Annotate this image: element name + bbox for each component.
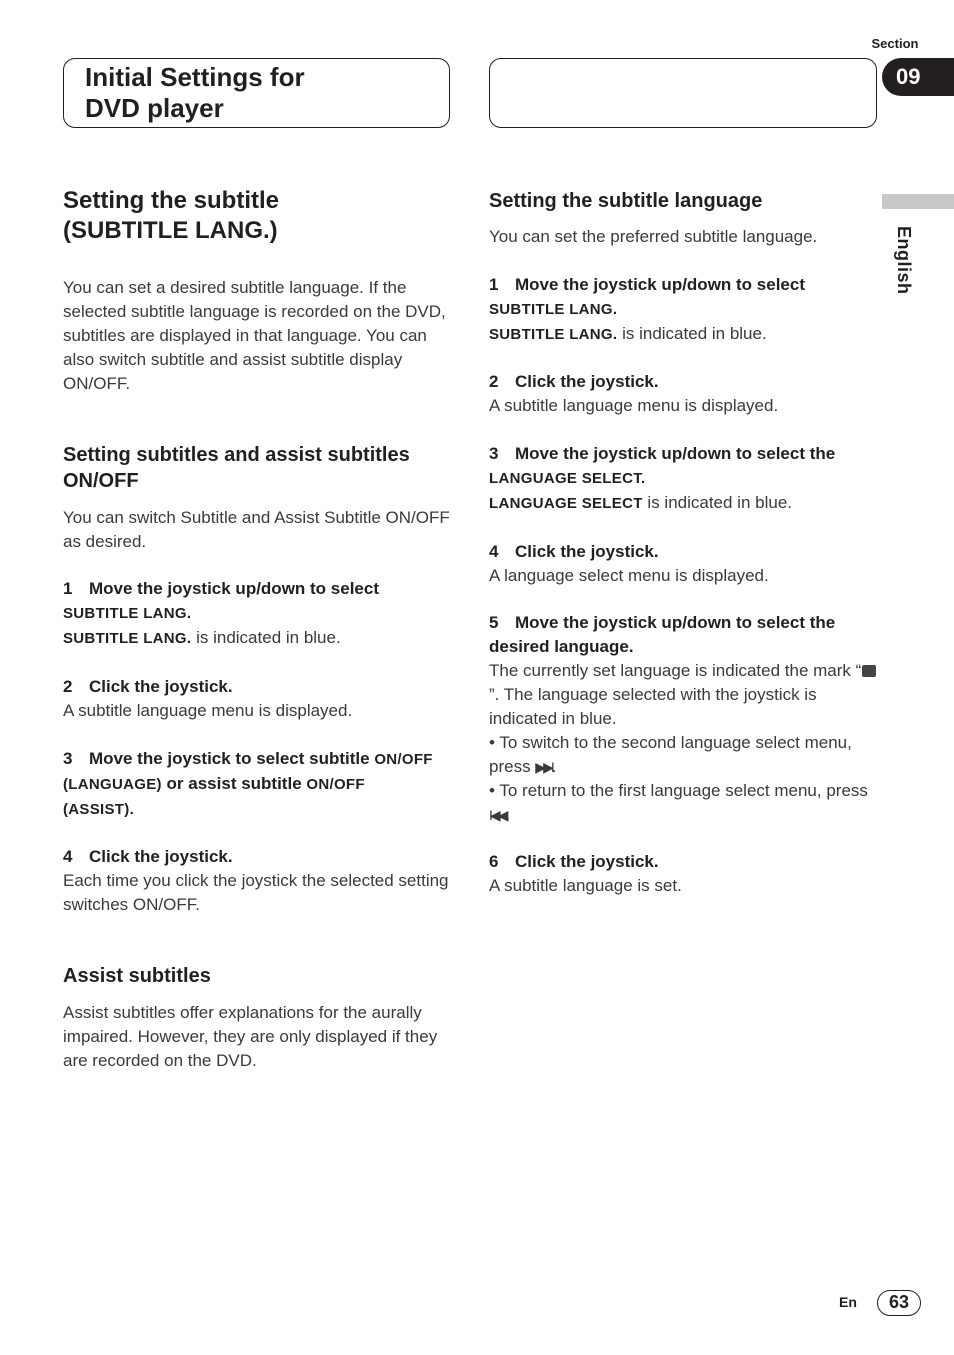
- step-number: 2: [63, 677, 73, 696]
- chapter-title-line1: Initial Settings for: [85, 62, 305, 92]
- result-key: LANGUAGE SELECT: [489, 495, 643, 512]
- step-text: Move the joystick up/down to select the: [515, 444, 836, 463]
- step-text: Click the joystick.: [515, 852, 659, 871]
- section-number-badge: 09: [882, 58, 954, 96]
- page-number: 63: [877, 1290, 921, 1316]
- intro-paragraph: You can set a desired subtitle language. If the selected subtitle language is recorded on the DVD, subtitles are displayed in that language. You can also switch subtitle and assist subtitle display ON/OFF.: [63, 278, 446, 393]
- step-number: 5: [489, 613, 499, 632]
- step-2: [489, 370, 884, 418]
- empty-header-box: [489, 58, 877, 128]
- step-2: [63, 675, 455, 723]
- language-intro: You can set the preferred subtitle language.: [489, 227, 818, 246]
- step-text-a: Move the joystick to select subtitle: [89, 749, 375, 768]
- step-number: 3: [63, 749, 73, 768]
- step-number: 6: [489, 852, 499, 871]
- bullet-prev-menu: • To return to the first language select menu, press: [489, 781, 868, 800]
- result-key: SUBTITLE LANG.: [489, 326, 618, 343]
- step-result: A subtitle language is set.: [489, 876, 682, 895]
- step-number: 1: [63, 579, 73, 598]
- section-heading-line1: Setting the subtitle: [63, 187, 279, 214]
- subsection-heading-assist: Assist subtitles: [63, 965, 211, 987]
- step-key-d: (ASSIST).: [63, 801, 135, 818]
- previous-track-icon: I◀◀: [489, 807, 506, 823]
- next-track-icon: ▶▶I: [535, 759, 552, 775]
- step-number: 4: [489, 542, 499, 561]
- step-4: [489, 540, 884, 588]
- step-result: A subtitle language menu is displayed.: [63, 701, 353, 720]
- step-3: [489, 442, 884, 516]
- left-column: [63, 186, 455, 1073]
- step-key: SUBTITLE LANG.: [489, 301, 618, 318]
- footer-language: En: [839, 1294, 857, 1310]
- section-heading-line2: (SUBTITLE LANG.): [63, 217, 278, 244]
- step-key: SUBTITLE LANG.: [63, 605, 192, 622]
- step-key-c: ON/OFF: [306, 776, 365, 793]
- result-key: SUBTITLE LANG.: [63, 630, 192, 647]
- step-1: [63, 577, 455, 651]
- step-number: 3: [489, 444, 499, 463]
- step-key: LANGUAGE SELECT.: [489, 470, 646, 487]
- step-text: Move the joystick up/down to select: [515, 275, 805, 294]
- chapter-title-line2: DVD player: [85, 93, 224, 123]
- step-result-a: The currently set language is indicated the mark “: [489, 661, 862, 680]
- step-text-b: or assist subtitle: [161, 774, 307, 793]
- step-result: A subtitle language menu is displayed.: [489, 396, 779, 415]
- section-label: Section: [871, 36, 919, 51]
- subsection-heading-onoff: Setting subtitles and assist subtitles ON/OFF: [63, 444, 410, 492]
- step-result: Each time you click the joystick the selected setting switches ON/OFF.: [63, 871, 449, 914]
- step-key-b: (LANGUAGE): [63, 776, 162, 793]
- result-text: is indicated in blue.: [617, 324, 767, 343]
- language-tab: [882, 194, 954, 209]
- step-key-a: ON/OFF: [374, 751, 433, 768]
- step-number: 1: [489, 275, 499, 294]
- section-heading: [63, 186, 455, 246]
- right-column: [489, 188, 884, 898]
- step-text: Click the joystick.: [89, 677, 233, 696]
- result-text: is indicated in blue.: [191, 628, 341, 647]
- step-1: [489, 273, 884, 347]
- step-text: Click the joystick.: [89, 847, 233, 866]
- step-4: [63, 845, 455, 917]
- step-text: Move the joystick up/down to select: [89, 579, 379, 598]
- step-3: [63, 747, 455, 822]
- step-number: 4: [63, 847, 73, 866]
- chapter-title-box: [63, 58, 450, 128]
- step-result-b: ”. The language selected with the joystick is indicated in blue.: [489, 685, 817, 728]
- onoff-intro: You can switch Subtitle and Assist Subtitle ON/OFF as desired.: [63, 508, 450, 551]
- assist-paragraph: Assist subtitles offer explanations for the aurally impaired. However, they are only displayed if they are recorded on the DVD.: [63, 1003, 438, 1070]
- step-5: 5 Move the joystick up/down to select the desired language. The currently set language is indicated the mark “”. The language selected with the joystick is indicated in blue. • To switch to the second language select menu, press ▶▶I. • To return to the first language select menu, press I◀◀.: [489, 611, 884, 827]
- language-side-label: English: [894, 226, 914, 295]
- step-text: Click the joystick.: [515, 542, 659, 561]
- step-text: Move the joystick up/down to select the desired language.: [489, 613, 836, 656]
- bullet-next-menu: • To switch to the second language select menu, press: [489, 733, 852, 776]
- step-text: Click the joystick.: [515, 372, 659, 391]
- current-language-mark-icon: [862, 665, 876, 677]
- result-text: is indicated in blue.: [642, 493, 793, 512]
- step-number: 2: [489, 372, 499, 391]
- step-result: A language select menu is displayed.: [489, 566, 769, 585]
- step-6: [489, 850, 884, 898]
- subsection-heading-language: Setting the subtitle language: [489, 190, 763, 212]
